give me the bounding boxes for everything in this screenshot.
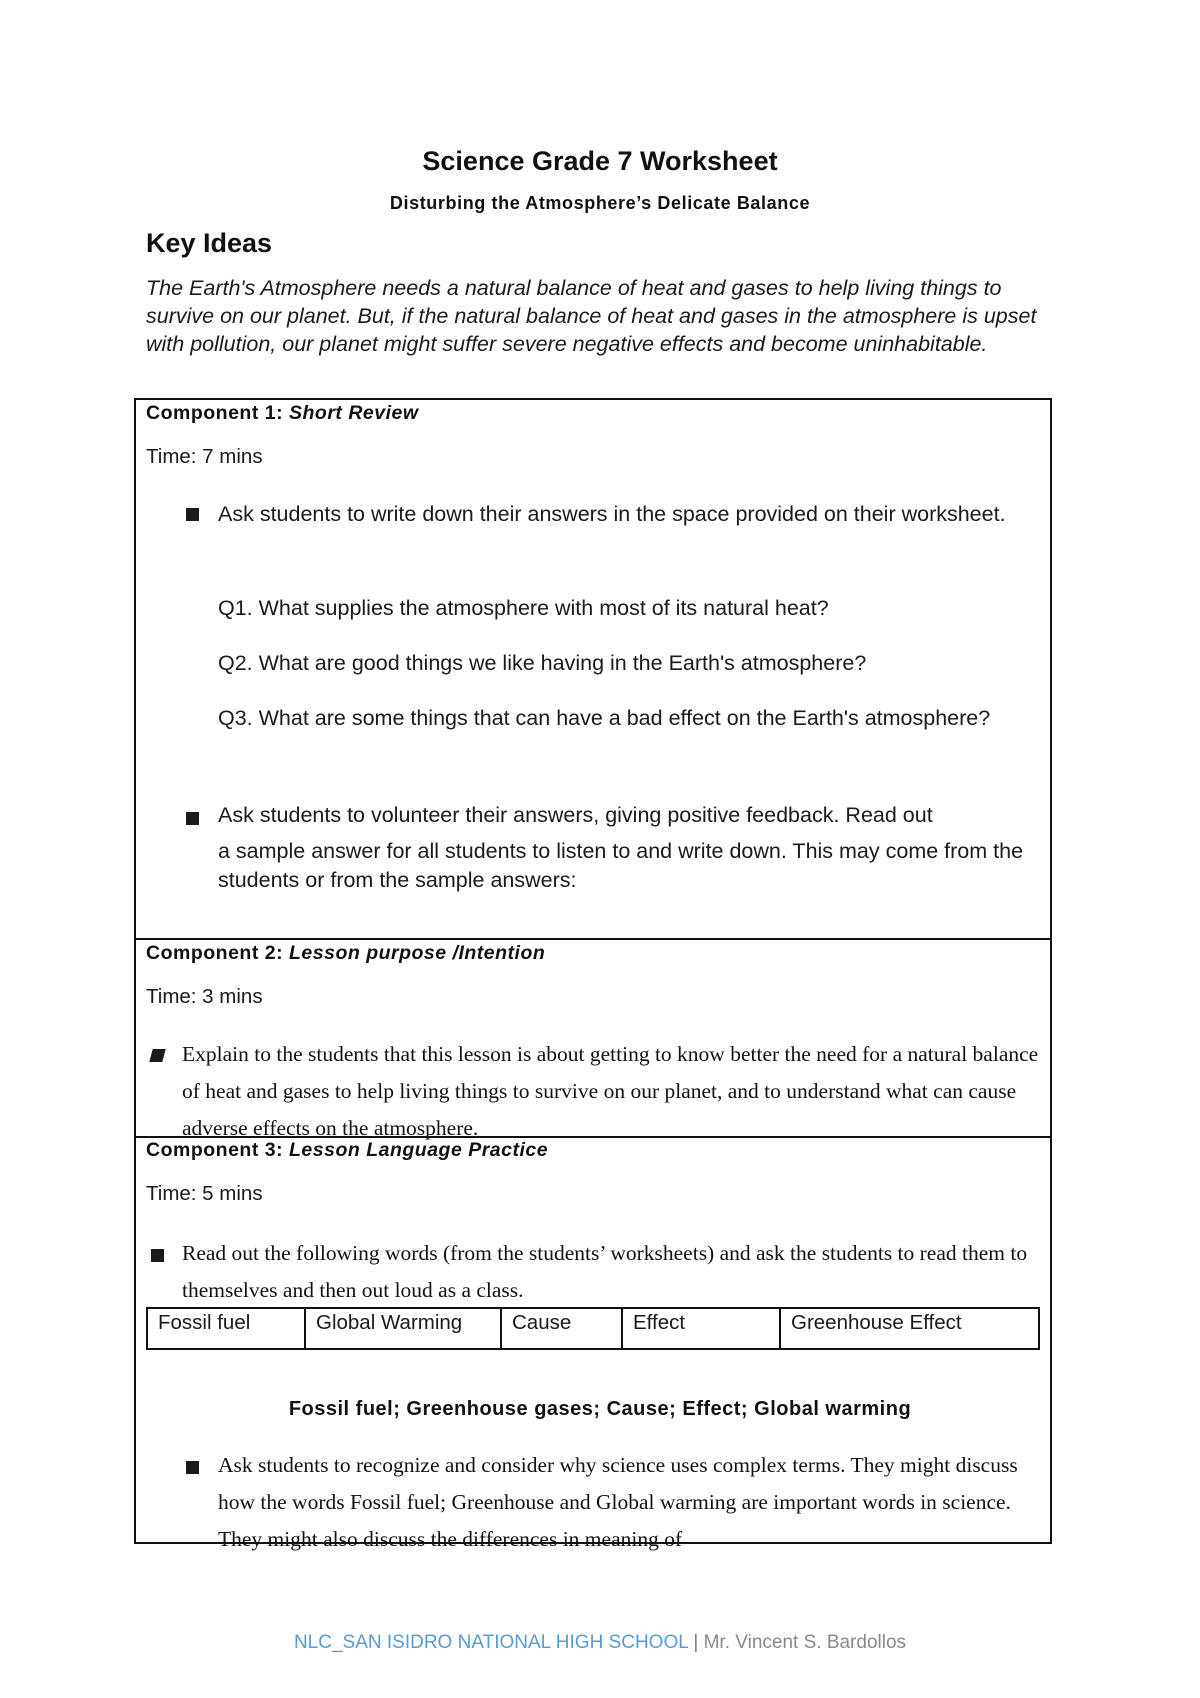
question-3: Q3. What are some things that can have a bad effect on the Earth's atmosphere? bbox=[218, 706, 991, 730]
component-3-bullet-1: Read out the following words (from the students’ worksheets) and ask the students to read them to themselves and then out loud as a class. bbox=[182, 1241, 1028, 1302]
vocabulary-word: Fossil fuel bbox=[147, 1308, 305, 1349]
component-2-time: Time: 3 mins bbox=[146, 985, 263, 1008]
component-2-label: Component 2 bbox=[146, 942, 277, 964]
vocabulary-word: Greenhouse Effect bbox=[780, 1308, 1039, 1349]
component-3-name: Lesson Language Practice bbox=[289, 1139, 549, 1161]
component-1-bullet-1: Ask students to write down their answers in the space provided on their worksheet. bbox=[218, 502, 1006, 526]
component-3-bullet-2: Ask students to recognize and consider why science uses complex terms. They might discuss how the words Fossil fuel; Greenhouse and Global warming are important words in science. They might also discuss the differences in meaning of bbox=[218, 1453, 1018, 1551]
vocabulary-word: Global Warming bbox=[305, 1308, 501, 1349]
key-ideas-heading: Key Ideas bbox=[146, 228, 273, 258]
worksheet-subtitle: Disturbing the Atmosphere’s Delicate Balance bbox=[389, 193, 811, 213]
key-ideas-text: The Earth's Atmosphere needs a natural balance of heat and gases to help living things to survive on our planet. But, if the natural balance of heat and gases in the atmosphere is upset with pollution, our planet might suffer severe negative effects and become uninhabitable. bbox=[146, 276, 1037, 356]
component-2-name: Lesson purpose /Intention bbox=[289, 942, 546, 964]
page-footer bbox=[0, 1632, 1200, 1654]
component-3-label: Component 3 bbox=[146, 1139, 277, 1161]
square-bullet-icon bbox=[151, 1249, 164, 1262]
square-bullet-icon bbox=[186, 812, 199, 825]
footer-teacher: Mr. Vincent S. Bardollos bbox=[703, 1632, 907, 1653]
lesson-table bbox=[134, 398, 1052, 1544]
component-divider-1 bbox=[134, 938, 1052, 940]
vocabulary-words-table bbox=[146, 1307, 1040, 1350]
square-bullet-icon bbox=[186, 508, 199, 521]
component-1-name: Short Review bbox=[289, 402, 419, 424]
question-2: Q2. What are good things we like having in the Earth's atmosphere? bbox=[218, 651, 867, 675]
footer-separator: | bbox=[693, 1632, 699, 1653]
vocabulary-row bbox=[147, 1308, 1039, 1349]
key-terms-line: Fossil fuel; Greenhouse gases; Cause; Effect; Global warming bbox=[288, 1398, 912, 1420]
question-1: Q1. What supplies the atmosphere with most of its natural heat? bbox=[218, 596, 829, 620]
component-2-title: Component 2: Lesson purpose /Intention bbox=[146, 942, 546, 964]
component-1-bullet-2-line-1: Ask students to volunteer their answers, giving positive feedback. Read out bbox=[218, 803, 933, 827]
component-3-time: Time: 5 mins bbox=[146, 1182, 263, 1205]
component-1-label: Component 1: bbox=[146, 402, 284, 424]
vocabulary-word: Effect bbox=[622, 1308, 780, 1349]
footer-school: NLC_SAN ISIDRO NATIONAL HIGH SCHOOL bbox=[293, 1632, 689, 1653]
component-1-time: Time: 7 mins bbox=[146, 445, 263, 468]
component-1-bullet-2-rest: a sample answer for all students to listen to and write down. This may come from the students or from the sample answers: bbox=[218, 839, 1024, 892]
worksheet-title: Science Grade 7 Worksheet bbox=[422, 146, 778, 176]
vocabulary-word: Cause bbox=[501, 1308, 622, 1349]
component-3-title: Component 3: Lesson Language Practice bbox=[146, 1139, 549, 1161]
square-bullet-icon bbox=[186, 1461, 199, 1474]
component-1-title bbox=[146, 402, 419, 425]
component-2-bullet-1: Explain to the students that this lesson is about getting to know better the need for a natural balance of heat and gases to help living things to survive on our planet, and to understand what can cause adverse effects on the atmosphere. bbox=[182, 1042, 1039, 1140]
